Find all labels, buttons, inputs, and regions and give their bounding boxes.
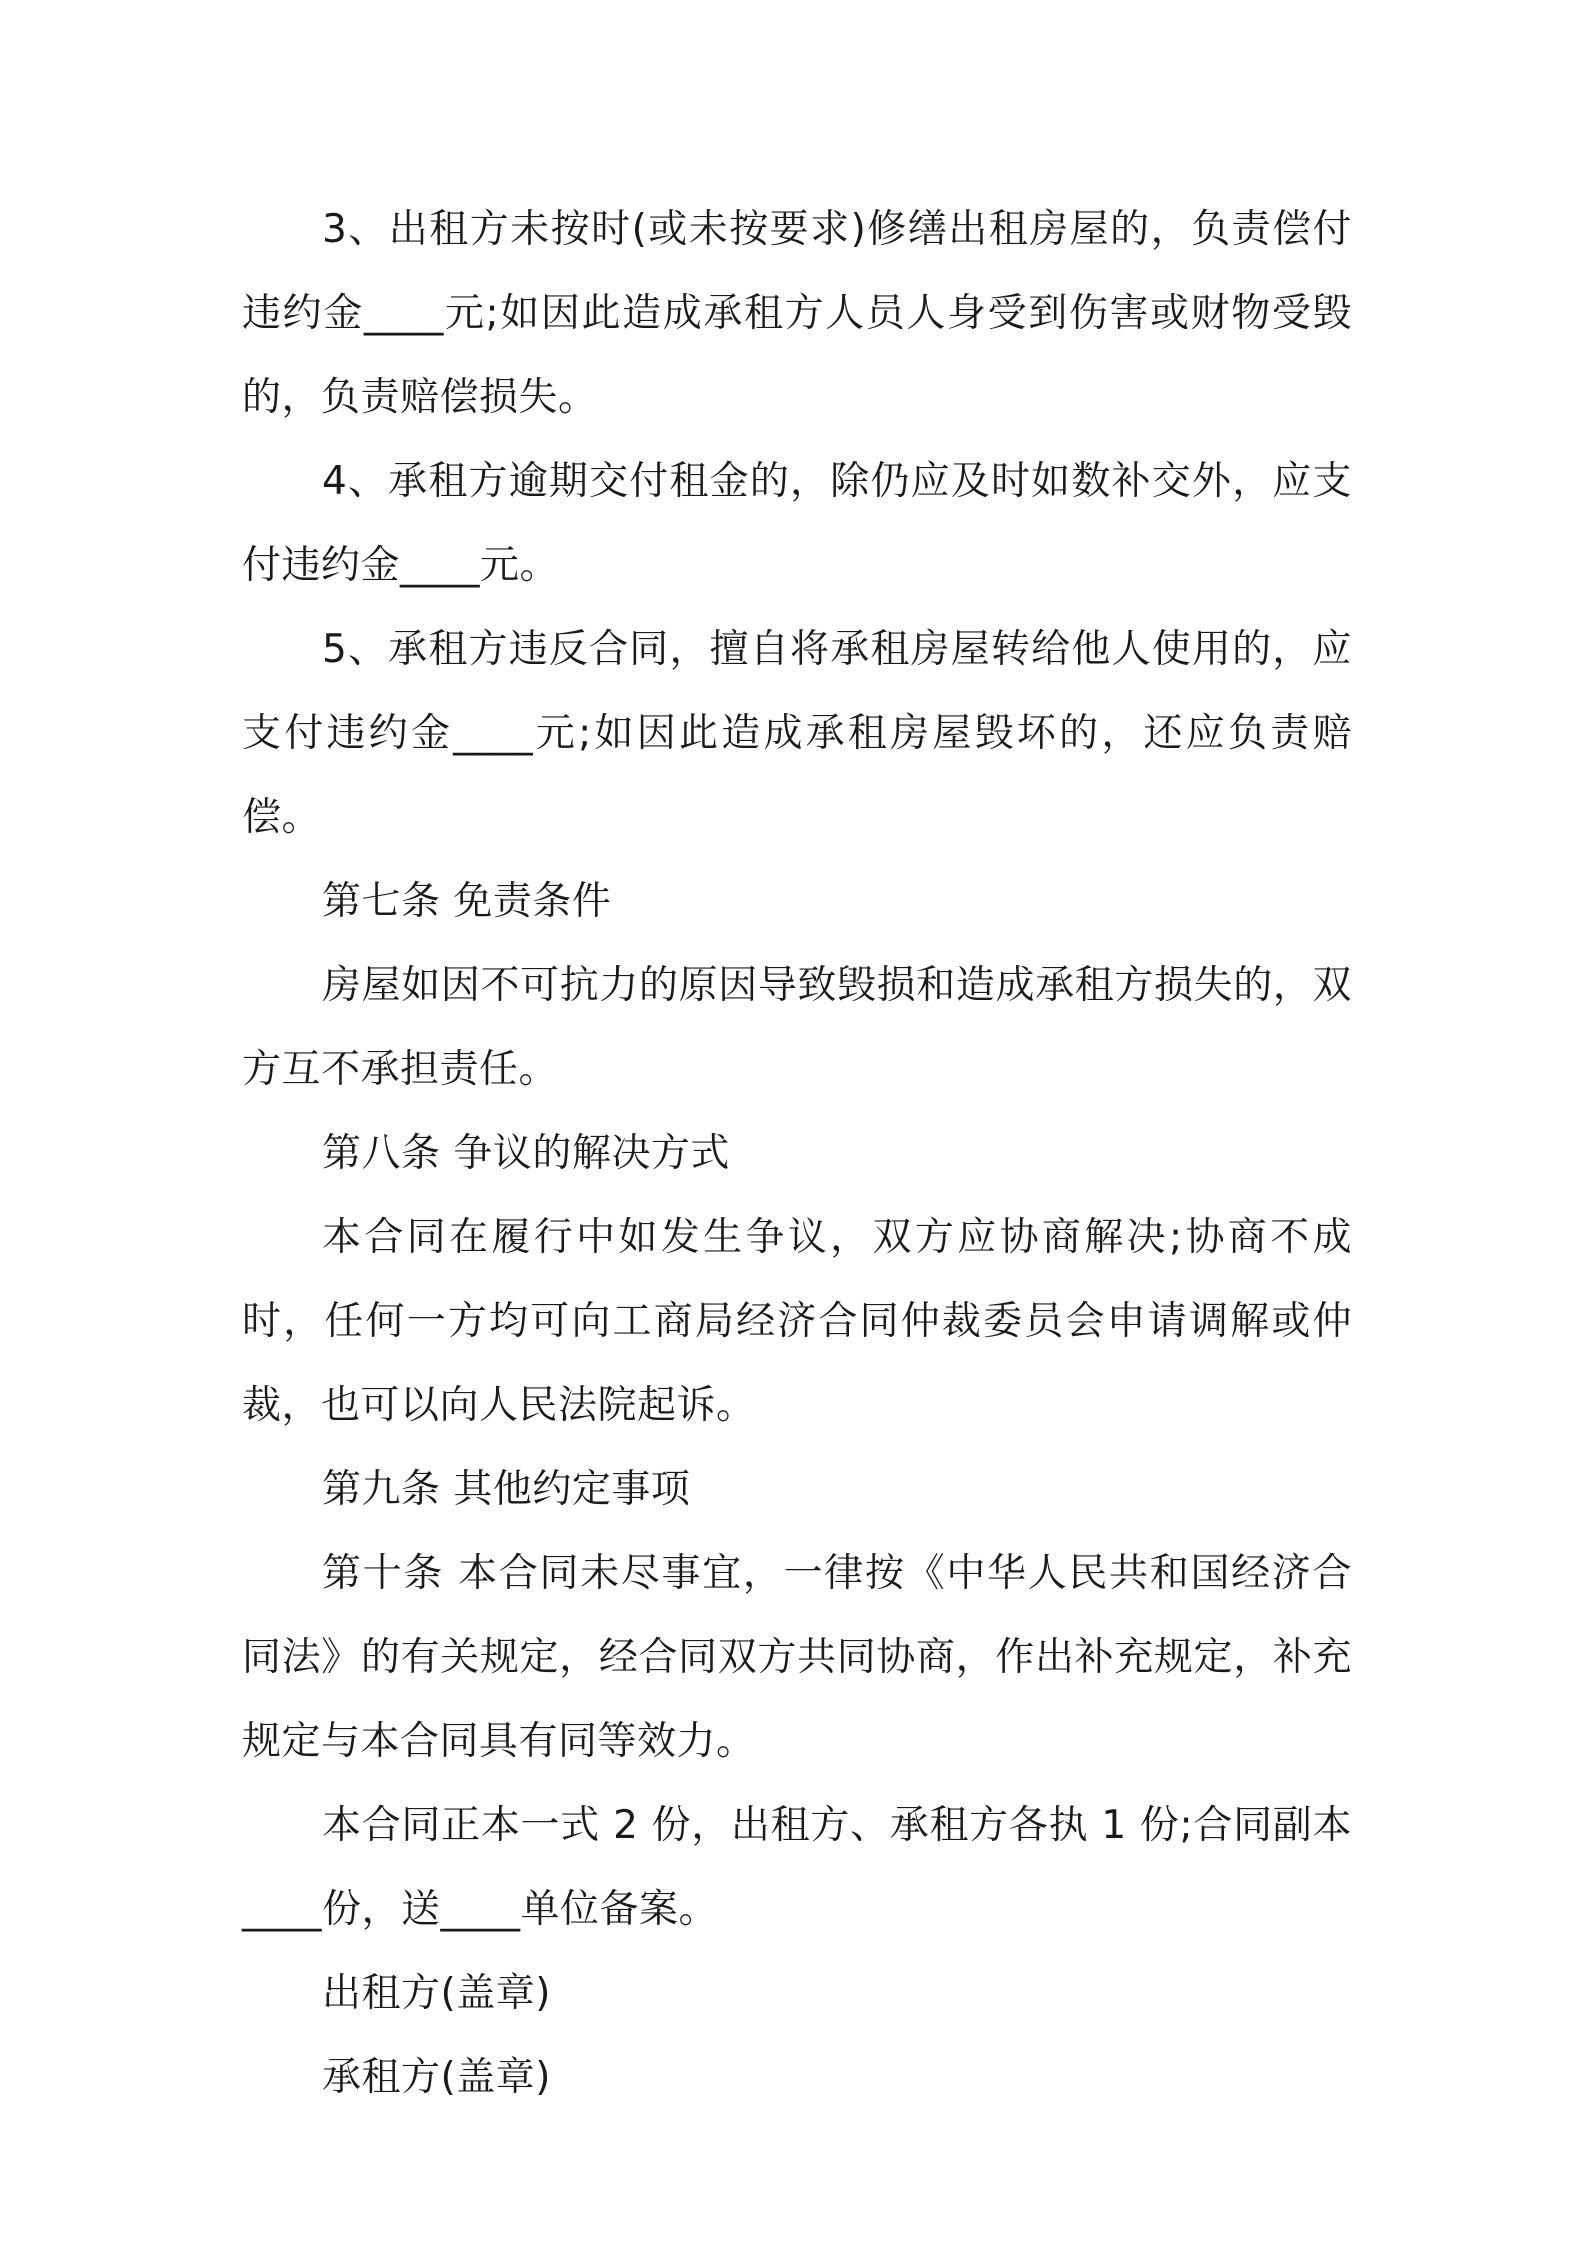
article-9-heading: 第九条 其他约定事项 bbox=[322, 1467, 691, 1512]
copies-paragraph: 本合同正本一式 2 份，出租方、承租方各执 1 份;合同副本____份，送____单位备案。 bbox=[242, 1803, 1352, 1932]
article-8-heading: 第八条 争议的解决方式 bbox=[322, 1131, 730, 1176]
lessee-signature-line: 承租方(盖章) bbox=[322, 2055, 551, 2100]
lessor-signature-line: 出租方(盖章) bbox=[322, 1971, 551, 2016]
article-8-paragraph: 本合同在履行中如发生争议，双方应协商解决;协商不成时，任何一方均可向工商局经济合同仲裁委员会申请调解或仲裁，也可以向人民法院起诉。 bbox=[242, 1215, 1352, 1428]
clause-5-paragraph: 5、承租方违反合同，擅自将承租房屋转给他人使用的，应支付违约金____元;如因此造成承租房屋毁坏的，还应负责赔偿。 bbox=[242, 627, 1352, 840]
clause-3-paragraph: 3、出租方未按时(或未按要求)修缮出租房屋的，负责偿付违约金____元;如因此造成承租方人员人身受到伤害或财物受毁的，负责赔偿损失。 bbox=[242, 207, 1352, 420]
article-10-paragraph: 第十条 本合同未尽事宜，一律按《中华人民共和国经济合同法》的有关规定，经合同双方共同协商，作出补充规定，补充规定与本合同具有同等效力。 bbox=[242, 1551, 1352, 1764]
article-7-heading: 第七条 免责条件 bbox=[322, 879, 612, 924]
article-7-paragraph: 房屋如因不可抗力的原因导致毁损和造成承租方损失的，双方互不承担责任。 bbox=[242, 963, 1352, 1092]
document-body bbox=[242, 188, 1352, 2120]
clause-4-paragraph: 4、承租方逾期交付租金的，除仍应及时如数补交外，应支付违约金____元。 bbox=[242, 459, 1352, 588]
